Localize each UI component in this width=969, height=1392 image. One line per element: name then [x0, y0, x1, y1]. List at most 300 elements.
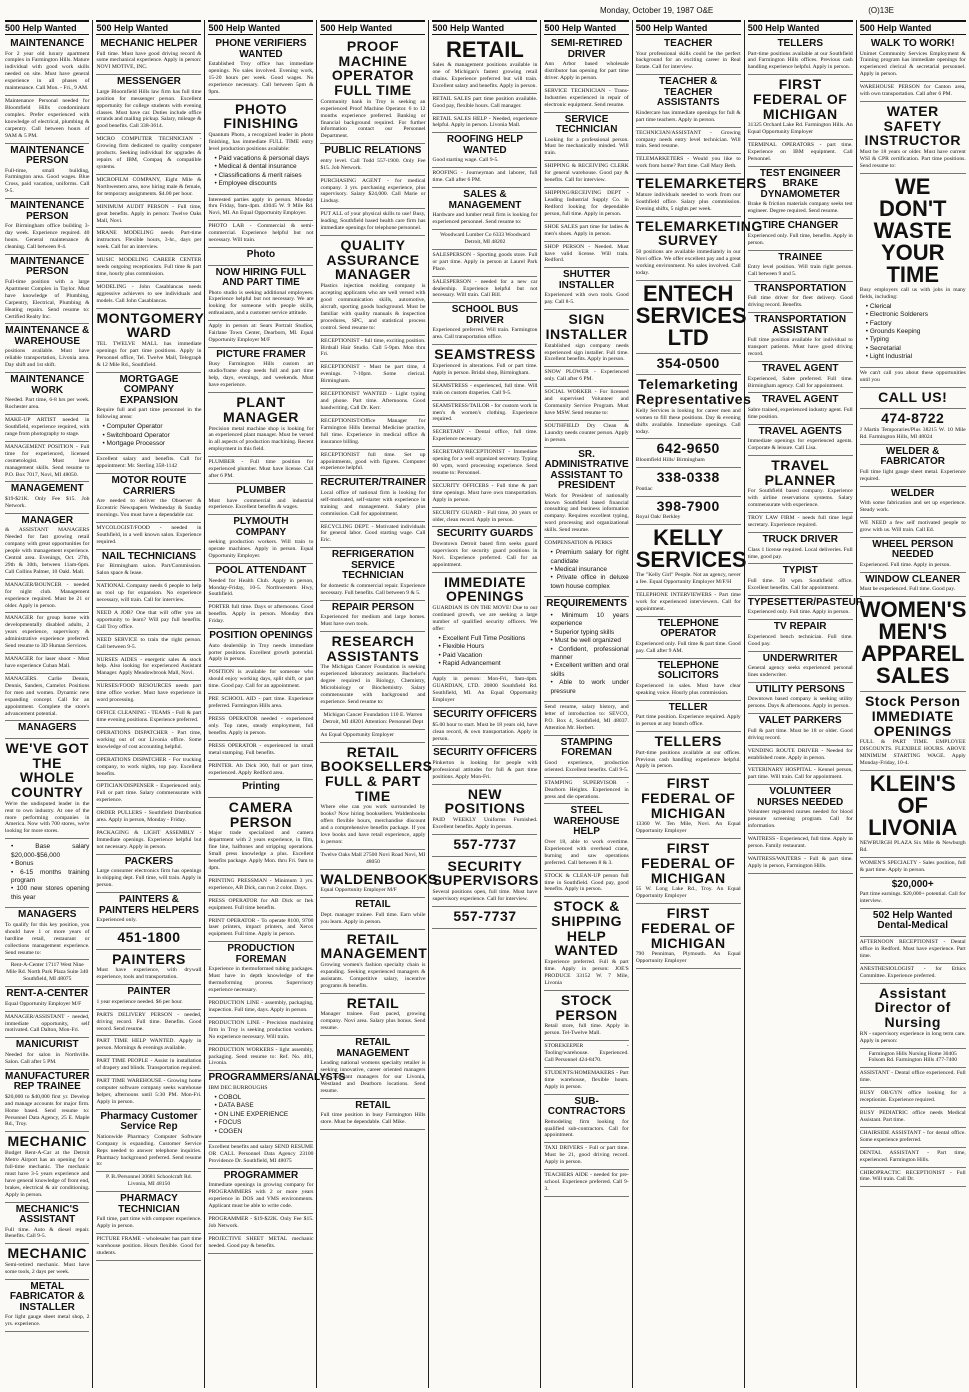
ad-body: SECRETARY/RECEPTIONIST - Immediate opening for a well organized secretary. Typing 60 wpm, word processing experience. Send resume to: Personnel.	[432, 449, 538, 476]
ad-heading: Telemarketing Representatives	[635, 376, 752, 408]
classified-ad	[544, 778, 628, 805]
ad-bullet-list	[5, 843, 89, 902]
ad-body: Part-time positions available at our Southfield and Farmington Hills offices. Previous cash handling experience helpful. Apply in person.	[747, 50, 853, 71]
ad-bullet-item: • Superior typing skills	[550, 629, 628, 637]
ad-body: Brake & friction materials company seeks test engineer. Degree required. Send resume.	[747, 201, 853, 215]
ad-body: Twelve Oaks Mall 27500 Novi Road Novi, MI 48050	[320, 851, 426, 865]
classified-ad	[635, 280, 747, 354]
classified-ad	[860, 487, 966, 518]
ad-body: Mature individuals needed to work from our Southfield office. Salary plus commission. Evening shifts, 5 nights per week.	[635, 191, 741, 212]
classified-ad	[320, 1036, 425, 1099]
classified-ad	[5, 1132, 89, 1202]
classified-ad	[860, 692, 966, 771]
ad-heading: SECURITY SUPERVISORS	[432, 857, 539, 889]
ad-body: BUSY OB/GYN office looking for a receptionist. Experience required.	[859, 1090, 966, 1104]
ad-body: Interested parties apply in person. Monday thru Friday, 9am-4pm. 43045 W. 9 Mile Rd. Novi, MI. An Equal Opportunity Employer.	[208, 196, 314, 217]
ad-body: STUDENTS/HOMEMAKERS - Part time warehouse, flexible hours. Apply in person.	[544, 1069, 629, 1090]
ad-body: To qualify for this key position, you should have 1 or more years of hardline retail, restaurant or collections management experience. Send resume to:	[5, 921, 90, 956]
classified-ad	[96, 309, 205, 373]
classified-ad	[5, 1280, 89, 1332]
ad-body: Full time. Auto & diesel repair. Benefits. Call 9-5.	[5, 1226, 90, 1240]
ad-heading: 557-7737	[453, 835, 517, 852]
ad-bullet-item: • Bonus	[11, 860, 89, 868]
ad-body: Needed for Health Club. Apply in person, Monday-Friday, 10-5. Northwestern Hwy, Southfield.	[208, 577, 314, 598]
classified-ad	[208, 1045, 313, 1072]
ad-body: Kelly Services is looking for career men and women to fill these positions. Day & evening shifts available. Immediate openings. Call today.	[635, 407, 741, 435]
classified-ad	[748, 282, 853, 313]
classified-ad	[860, 937, 966, 964]
ad-body: ASSISTANT - Dental office experienced. Full time.	[859, 1070, 966, 1084]
classified-ad	[432, 230, 537, 250]
classified-ad	[208, 1071, 346, 1142]
classified-ad	[320, 389, 425, 416]
ad-body: PLUMBER - Full time position for experienced plumber. Must have license. Call after 6 PM.	[208, 459, 314, 480]
ad-body: $19-$21K. Only Fee $15. Job Network.	[5, 495, 90, 509]
ad-heading: SERVICE TECHNICIAN	[555, 113, 618, 136]
ad-bullet-item: • Mortgage Processor	[102, 440, 201, 448]
ad-heading: VOLUNTEER NURSES NEEDED	[757, 786, 844, 808]
classified-ad	[748, 564, 853, 595]
classified-ad	[5, 987, 89, 1011]
classified-ad	[5, 960, 89, 987]
classified-ad	[544, 37, 628, 86]
ad-heading: FIRST FEDERAL OF MICHIGAN	[641, 840, 736, 886]
classified-ad	[748, 219, 853, 250]
ad-body: Experience preferred. Full & part time. Apply in person: JOE'S PRODUCE 33152 W. 7 Mile, Livonia	[544, 959, 629, 986]
ad-heading: MECHANIC	[7, 1245, 87, 1262]
classified-ad	[636, 37, 741, 75]
ad-body: Full time light gauge sheet metal. Experience required.	[859, 468, 966, 482]
ad-body: WAREHOUSE PERSON for Canton area, with own transportation. Call after 6 PM.	[859, 84, 966, 98]
classified-ad	[320, 144, 425, 175]
ad-heading: MAINTENANCE PERSON	[10, 255, 85, 278]
classified-ad	[208, 221, 313, 248]
ad-body: WOMEN'S SPECIALTY - Sales position, full & part time. Apply in person.	[859, 859, 966, 873]
classified-ad	[5, 1070, 89, 1133]
classified-ad	[636, 590, 741, 617]
section-heading: 500 Help Wanted	[320, 20, 425, 35]
ad-body: Experienced. Full time. Apply in person.	[859, 561, 951, 568]
ad-body: TAXI DRIVERS - Full or part time. Must be 21, good driving record. Apply in person.	[544, 1145, 629, 1166]
ad-heading: WELDER	[891, 487, 935, 499]
ad-body: 31325 Orchard Lake Rd. Farmington Hills. An Equal Opportunity Employer	[747, 122, 853, 136]
ad-heading: STOCK & SHIPPING HELP WANTED	[551, 898, 623, 959]
ad-body: PRESS OPERATOR needed - experienced only. Top rates, steady employment, full benefits. Apply in person.	[208, 716, 314, 736]
classified-ad	[5, 324, 89, 373]
ad-body: RN - supervisory experience in long term care. Apply in person:	[859, 1030, 966, 1044]
classified-ad	[5, 739, 89, 839]
classified-ad	[320, 522, 425, 549]
ad-body: Experienced for medium and large homes. Must have own tools.	[320, 614, 426, 628]
ad-heading: MAINTENANCE	[10, 38, 85, 49]
ad-body: TELEMARKETERS - Would you like to work from home? Part time. Call Mary Beth.	[635, 156, 741, 170]
classified-ad	[96, 175, 201, 202]
column-9	[857, 20, 969, 1388]
ad-heading: TELEMARKETING SURVEY	[635, 217, 763, 249]
classified-ad	[432, 746, 537, 784]
ad-body: PART TIME WAREHOUSE - Growing home computer software company seeks warehouse helper, afternoons until 5:30 PM. Mon-Fri. Apply in person.	[96, 1078, 202, 1105]
ad-body: Large consumer electronics firm has openings in shipping dept. Full time, will train. Apply in person.	[96, 868, 202, 889]
classified-ad	[96, 1192, 201, 1234]
classified-ad	[544, 1095, 628, 1144]
ad-heading: PHOTO FINISHING	[223, 100, 299, 132]
classified-ad	[544, 222, 628, 242]
classified-ad	[432, 133, 537, 168]
ad-body: SHIPPING & RECEIVING CLERK for general warehouse. Good pay & benefits. Call for interview.	[544, 163, 629, 184]
ad-heading: METAL FABRICATOR & INSTALLER	[9, 1280, 85, 1313]
ad-body: Local office of national firm is looking for self-motivated, self-starter with experience in training and management. Salary plus commission. Call for appointment.	[320, 489, 426, 517]
ad-body: PURCHASING AGENT - for medical company. 3 yrs. purchasing experience, plus supervisory. Salary $24,000. Call Marie or Lindsay.	[320, 177, 426, 205]
ad-heading: TIRE CHANGER	[762, 220, 839, 232]
ad-body: 13360 W. Ten Mile, Novi. An Equal Opportunity Employer	[635, 821, 741, 835]
classified-ad	[320, 870, 438, 899]
classified-ad	[432, 674, 537, 708]
ad-heading: FIRST FEDERAL OF MICHIGAN	[753, 76, 848, 122]
classified-ad	[96, 255, 201, 282]
classified-ad	[636, 75, 741, 127]
ad-heading: MANAGEMENT	[10, 483, 84, 495]
ad-body: MUSIC MODELING CAREER CENTER needs outgoing receptionists. Full time & part time, hourly plus commission.	[96, 257, 202, 278]
classified-ad	[5, 674, 89, 722]
ad-heading: TEACHER & TEACHER ASSISTANTS	[656, 76, 720, 109]
ad-heading: WHEEL PERSON NEEDED	[872, 538, 954, 561]
ad-bullet-item: • Paid Vacation	[438, 652, 537, 660]
ad-bullet-item: • Employee discounts	[214, 180, 313, 188]
ad-bullet-item: • Medical & dental insurance	[214, 163, 313, 171]
ad-bullet-item: • Paid vacations & personal days	[214, 155, 313, 163]
ad-body: Volunteer registered nurses needed for blood pressure screening program. Call for information.	[747, 809, 853, 830]
classified-ad	[320, 730, 425, 743]
page-number: (O)13E	[868, 6, 894, 15]
ad-heading: TELLERS	[777, 38, 823, 49]
section-heading: 500 Help Wanted	[544, 20, 628, 35]
ad-body: Full-time, small building, Farmington area. Good wages. Blue Cross, paid vacation, uniforms. Call 9-5.	[5, 167, 90, 195]
ad-body: SHIPPING/RECEIVING DEPT - Leading Industrial Supply Co. in Redford looking for dependable person, full time. Apply in person.	[544, 190, 629, 217]
ad-body: PART TIME PEOPLE - Assist in installation of drapery and blinds. Transportation required.	[96, 1058, 202, 1072]
classified-ad	[5, 1012, 89, 1039]
ad-heading: TYPESETTER/PASTEUP	[747, 596, 863, 608]
classified-ad	[432, 37, 537, 94]
classified-ad	[544, 387, 628, 421]
ad-body: SERVICE TECHNICIAN - Trans-Industries experienced in repair of electronic equipment. Send resume.	[544, 87, 629, 108]
ad-body: General agency seeks experienced personal lines underwriter.	[747, 665, 853, 678]
ad-heading: WATER SAFETY INSTRUCTOR	[864, 103, 961, 149]
ad-body: GUARDIAN IS ON THE MOVE! Due to our continued growth, we are seeking a large number of qualified security officers. We offer:	[432, 605, 538, 632]
classified-ad	[208, 248, 313, 266]
ad-heading: TEST ENGINEER BRAKE DYNAMOMETER	[759, 167, 841, 200]
ad-body: RECEPTIONIST full time. Set up appointments, good with figures. Computer experience helpful.	[320, 451, 426, 472]
classified-ad	[432, 835, 537, 857]
ad-body: COMPENSATION & PERKS	[544, 540, 613, 547]
ad-body: Full time position in busy Farmington Hills store. Must be dependable. Call Mike.	[320, 1112, 426, 1126]
ad-body: Busy Farmington Hills custom art studio/frame shop needs full and part time help, days, evenings, and weekends. Must have experience.	[208, 361, 314, 389]
classified-ad	[432, 427, 537, 447]
classified-ad	[544, 1143, 628, 1170]
ad-body: OFFICE CLEANING - TEAMS - Full & part time evening positions. Experience preferred.	[96, 710, 202, 723]
ad-heading: Printing	[242, 781, 280, 793]
classified-ad	[432, 401, 537, 428]
classified-ad	[96, 681, 201, 708]
classified-ad	[432, 381, 537, 401]
ad-heading: TRAVEL PLANNER	[764, 457, 836, 488]
ad-body: Equal Opportunity Employer M/F	[5, 1000, 82, 1007]
ad-body: SHOE SALES part time for ladies & men's shoes. Apply in person.	[544, 223, 629, 237]
ad-body: ROOFING - Journeyman and laborer, full time. Call after 6 PM.	[432, 170, 538, 184]
column-3	[205, 20, 346, 1388]
ad-bullet-item: • Rapid Advancement	[438, 660, 537, 668]
classified-ad	[208, 1142, 313, 1169]
ad-bullet-item: • Confident, professional manner	[550, 646, 628, 663]
classified-ad	[860, 1049, 966, 1069]
ad-body: 790 Penniman, Plymouth. An Equal Opportunity Employer	[635, 951, 741, 965]
ad-heading: MESSENGER	[117, 76, 181, 88]
ad-body: Several positions open, full time. Must have supervisory experience. Call for interview.	[432, 888, 538, 902]
date-text: Monday, October 19, 1987	[600, 6, 695, 15]
column-6	[541, 20, 632, 1388]
ad-body: RECEPTIONIST WANTED - Light typing and phone. Part time. Afternoons. Good handwriting. Call Dr. Kerr.	[320, 391, 426, 411]
ad-body: Established Troy office has immediate openings. No sales involved. Evening work, 15-20 hours per week. Good wages. No experience necessary. Call between 5pm & 9pm.	[208, 61, 314, 95]
ad-heading: STAMPING FOREMAN	[560, 736, 613, 759]
ad-body: With some fabrication and set up experience. Steady work.	[859, 500, 966, 514]
ad-heading: Pharmacy Customer Service Rep	[100, 1110, 198, 1133]
ad-bullet-item: • 100 new stores opening this year	[11, 885, 89, 902]
ad-heading: MAINTENANCE & WAREHOUSE	[5, 325, 90, 347]
ad-heading: NOW HIRING FULL AND PART TIME	[215, 266, 307, 289]
ad-body: SOUTHFIELD Dry Clean & Laundry needs counter person. Apply in person.	[544, 422, 629, 443]
column-4	[317, 20, 438, 1388]
classified-ad	[748, 393, 853, 424]
ad-heading: PLYMOUTH COMPANY	[233, 516, 289, 538]
classified-ad	[748, 652, 853, 683]
classified-ad	[636, 659, 741, 701]
classified-ad	[208, 348, 313, 393]
ad-heading: SECURITY OFFICERS	[433, 747, 537, 759]
ad-heading: PUBLIC RELATIONS	[324, 145, 422, 157]
ad-body: Full time position available for individual to transport patients. Must have good driving record.	[747, 337, 853, 358]
ad-bullet-item: • 6-15 months training program	[11, 869, 89, 886]
column-1	[2, 20, 93, 1388]
classified-ad	[208, 896, 313, 916]
ad-heading: MAINTENANCE PERSON	[10, 200, 85, 222]
ad-heading: FIRST FEDERAL OF MICHIGAN	[641, 905, 736, 951]
ad-body: PRE SCHOOL AID - part time. Experience preferred. Farmington Hills area.	[208, 696, 314, 710]
classified-ad	[860, 1088, 966, 1108]
classified-ad	[5, 1038, 89, 1069]
ad-heading: FIRST FEDERAL OF MICHIGAN	[641, 775, 736, 821]
ad-heading: STOCK PERSON	[555, 991, 618, 1023]
ad-body: Kindercare has immediate openings for full & part time teachers. Apply in person.	[635, 109, 741, 123]
ad-body: NEED SERVICE to train the right person. Call between 9-5.	[96, 636, 202, 650]
ad-body: Experienced preferred. Will train. Farmington area. Call transportation office.	[432, 327, 538, 341]
ad-heading: RESEARCH ASSISTANTS	[326, 632, 420, 664]
ad-bullet-item: • Classifications & merit raises	[214, 172, 313, 180]
ad-body: PRINT OPERATOR - To operate 8100, 9700 laser printers, impact printers, and Xerox equipment. Full time. Apply in person.	[208, 917, 314, 938]
ad-body: Your professional skills could be the perfect background for an exciting career in Real Estate. Call for interview.	[635, 50, 741, 71]
classified-ad	[636, 701, 741, 732]
ad-heading: WE'VE GOT THE WHOLE COUNTRY	[5, 739, 89, 800]
ad-heading: SEAMSTRESS	[434, 346, 536, 363]
ad-body: RECYCLING DEPT. - Motivated individuals for general labor. Good starting wage. Call Eric.	[320, 523, 426, 544]
ad-body: Full time, part time with computer experience. Apply in person.	[96, 1216, 202, 1230]
classified-ad	[96, 75, 201, 134]
ad-heading: NAIL TECHNICIANS	[101, 550, 197, 562]
classified-ad	[96, 893, 201, 928]
ad-heading: WOMEN'S MEN'S APPAREL SALES	[859, 597, 967, 689]
classified-ad	[636, 732, 741, 774]
ad-body: Experienced only. Full time. Apply in person.	[747, 609, 850, 616]
classified-ad	[208, 321, 313, 348]
ad-bullet-item: • Minimum 10 years experience	[550, 612, 628, 629]
edition-code: O&E	[696, 6, 714, 15]
ad-body: Major trade specialized and camera department with 2 years experience, in film, fine line, halftones and stripping operations. Small press knowledge a plus. Excellent benefits package. Apply Mon. thru Fri. 9am to 4pm.	[208, 830, 314, 871]
ad-body: MANAGER for group home with developmentally disabled adults, 2 years experience, supervisory & administrative experience preferred. Send resume to 3D Human Services.	[5, 615, 90, 650]
ad-body: Send resume, salary history, and letter of introduction to: SEVCO, P.O. Box 4, Southfield, MI 48037. Attention Mr. Herbert.	[544, 704, 629, 731]
ad-body: Experienced only. Full time, benefits. Apply in person.	[747, 232, 853, 246]
ad-heading: TELEPHONE OPERATOR	[657, 617, 719, 640]
ad-heading: RETAIL MANAGEMENT	[320, 930, 428, 962]
ad-body: PART TIME HELP WANTED. Apply in person. Mornings & evenings available.	[96, 1038, 202, 1052]
classified-ad	[544, 897, 628, 990]
ad-body: J Martin Temporaries/Plus 38215 W. 10 Mile Rd. Farmington Hills, MI 48024	[859, 426, 966, 440]
classified-ad	[748, 362, 853, 393]
classified-ad	[5, 144, 89, 200]
ad-heading: PRODUCTION FOREMAN	[227, 943, 295, 965]
classified-ad	[544, 188, 628, 222]
ad-body: For Birmingham salon. Part/Commission. Salon space & lease.	[96, 563, 202, 577]
ad-body: Experience in thermoformed tubing packages. Must have in depth knowledge of the thermoforming process. Supervisory experience necessary.	[208, 966, 314, 994]
ad-body: Manager trainee. Fast paced, growing company. Novi area. Salary plus bonus. Send resume.	[320, 1011, 426, 1032]
classified-ad	[208, 564, 313, 602]
classified-ad	[544, 736, 628, 778]
ad-body: Needed for salon in Northville. Salon. Call after 5 PM.	[5, 1051, 90, 1065]
classified-ad	[96, 655, 201, 682]
ad-heading: MANICURIST	[15, 1039, 79, 1051]
classified-ad	[636, 439, 741, 468]
ad-bullet-item: • Light Industrial	[866, 353, 966, 361]
classified-ad	[320, 898, 425, 929]
ad-heading: TRANSPORTATION ASSISTANT	[754, 314, 847, 336]
ad-heading: MAINTENANCE PERSON	[10, 144, 85, 167]
ad-body: Looking for a professional person. Must be mechanically minded. Will train.	[544, 136, 629, 157]
ad-body: PROGRAMMER - $19-$22K. Only Fee $15. Job Network.	[208, 1215, 314, 1229]
classified-ad	[544, 242, 628, 269]
classified-ad	[860, 858, 966, 878]
ad-body: RECEPTIONIST/Office Manager for Farmington Hills Internal Medicine practice, full time. Experience in medical office & insurance billing.	[320, 417, 426, 445]
classified-ad	[860, 964, 966, 984]
classified-ad	[860, 409, 966, 445]
ad-heading: TRANSPORTATION	[754, 282, 847, 294]
classified-ad	[748, 251, 853, 282]
ad-body: PRESS OPERATOR - experienced in small metal stamping. Full benefits.	[208, 742, 314, 756]
classified-ad	[636, 774, 741, 839]
classified-ad	[96, 134, 201, 175]
ad-heading: WINDOW CLEANER	[865, 573, 961, 585]
ad-body: Require full and part time personnel in the following areas:	[96, 407, 202, 421]
classified-ad	[544, 448, 628, 539]
classified-ad	[544, 597, 628, 702]
ad-bullet-item: • Premium salary for right candidate	[550, 549, 628, 566]
classified-ad	[860, 878, 966, 909]
ad-body: TERMINAL OPERATORS - part time. Experience on IBM equipment. Call Personnel.	[747, 142, 853, 163]
classified-ad	[320, 37, 425, 144]
ad-heading: TELLER	[668, 701, 708, 713]
ad-heading: SCHOOL BUS DRIVER	[451, 304, 519, 326]
classified-ad	[208, 667, 313, 694]
classified-ad	[635, 217, 763, 281]
ad-heading: REFRIGERATION SERVICE TECHNICIAN	[331, 549, 414, 582]
classified-ad	[860, 597, 966, 692]
classified-ad	[636, 468, 741, 497]
column-7	[633, 20, 767, 1388]
classified-ad	[320, 476, 425, 521]
ad-heading: RECRUITER/TRAINER	[320, 477, 427, 489]
ad-body: Must have experience, with drywall experience, tools and transportation.	[96, 967, 202, 981]
ad-body: Precision metal machine shop is looking for an experienced plant manager. Must be versed in all aspects of production machining. Recent employment in this field.	[208, 425, 314, 453]
classified-ad	[860, 538, 966, 573]
section-heading: 500 Help Wanted	[5, 20, 89, 35]
classified-ad	[208, 1234, 313, 1254]
ad-heading: Photo	[246, 249, 276, 261]
ad-body: OPERATIONS DISPATCHER - Part time, working out of our Livonia office. Some knowledge of cost accounting helpful.	[96, 729, 202, 750]
ad-body: Experienced, Sabre preferred. Full time. Birmingham agency. Call for appointment.	[747, 375, 853, 389]
ad-heading: VALET PARKERS	[758, 715, 842, 727]
classified-ad	[5, 1203, 89, 1245]
classified-ad	[96, 228, 201, 255]
column-2	[93, 20, 205, 1388]
classified-ad	[544, 991, 628, 1041]
ad-body: Are needed to deliver the Observer & Eccentric Newspapers Wednesday & Sunday mornings. You must have a dependable car.	[96, 498, 202, 519]
ad-body: Equal Opportunity Employer M/F	[320, 887, 397, 894]
classified-ad	[5, 721, 89, 739]
ad-body: MODELING - John Casablancas needs aggressive achievers to see individuals and models. Call John Casablancas.	[96, 283, 202, 304]
ad-body: PHOTO LAB - Commercial & semi-commercial. Experience helpful but not necessary. Will train.	[208, 223, 314, 244]
classified-ad	[96, 1172, 201, 1192]
ad-body: Experienced bench technician. Full time. Good pay.	[747, 633, 853, 647]
classified-ad	[748, 746, 853, 766]
classified-ad	[748, 683, 853, 714]
ad-body: Full & part time. Must be 18 or older. Good driving record.	[747, 727, 853, 741]
ad-body: Must have commercial and industrial experience. Excellent benefits & wages.	[208, 497, 314, 511]
ad-body: PICTURE FRAME - wholesaler has part time warehouse position. Hours flexible. Good for students.	[96, 1236, 202, 1256]
ad-body: Experienced with own tools. Good pay. Call 8-5.	[544, 292, 629, 306]
classified-ad	[748, 456, 853, 513]
classified-ad	[748, 533, 853, 564]
ad-body: Full-time position with a large Apartment Complex in Taylor. Must have knowledge of Plumbing, Carpentry, Electrical, Plumbing & Heating repairs. Send resume to: Certified Realty Inc.	[5, 278, 90, 320]
ad-body: Immediate openings for experienced agents. Corporate & leisure. Call Lisa.	[747, 438, 853, 452]
ad-body: PAID WEEKLY Uniforms Furnished. Excellent benefits. Apply in person.	[432, 817, 538, 830]
classified-ad	[5, 580, 89, 614]
ad-heading: POSITION OPENINGS	[209, 630, 313, 642]
ad-body: NEWBURGH PLAZA Six Mile & Newburgh Rd.	[859, 839, 966, 853]
classified-ad	[636, 154, 741, 174]
classified-ad	[208, 1018, 313, 1045]
ad-body: Remodeling firm looking for qualified sub-contractors. Call for appointment.	[544, 1118, 629, 1139]
ad-heading: TRAVEL AGENT	[761, 394, 839, 406]
ad-body: For 2 year old luxury apartment complex in Farmington Hills. Mature individual with good work skills needed on site. Must have general experience in all phases of maintenance. Call Mon. - Fri., 9 AM.	[5, 50, 90, 92]
ad-heading: UNDERWRITER	[762, 652, 838, 664]
classified-ad	[748, 425, 853, 456]
ad-heading: RETAIL	[355, 899, 391, 911]
classified-ad	[208, 266, 313, 322]
classified-ad	[96, 1110, 201, 1173]
ad-body: RETAIL SALES HELP - Needed, experience helpful. Apply in person. Livonia Mall.	[432, 115, 538, 129]
classified-ad	[860, 102, 966, 174]
classified-ad	[432, 447, 537, 481]
classified-ad	[208, 780, 313, 798]
classified-ad	[544, 871, 628, 898]
classified-ad	[544, 1170, 628, 1197]
ad-body: PRESS OPERATOR for AB Dick or Itek equipment. Full time benefits.	[208, 897, 314, 911]
